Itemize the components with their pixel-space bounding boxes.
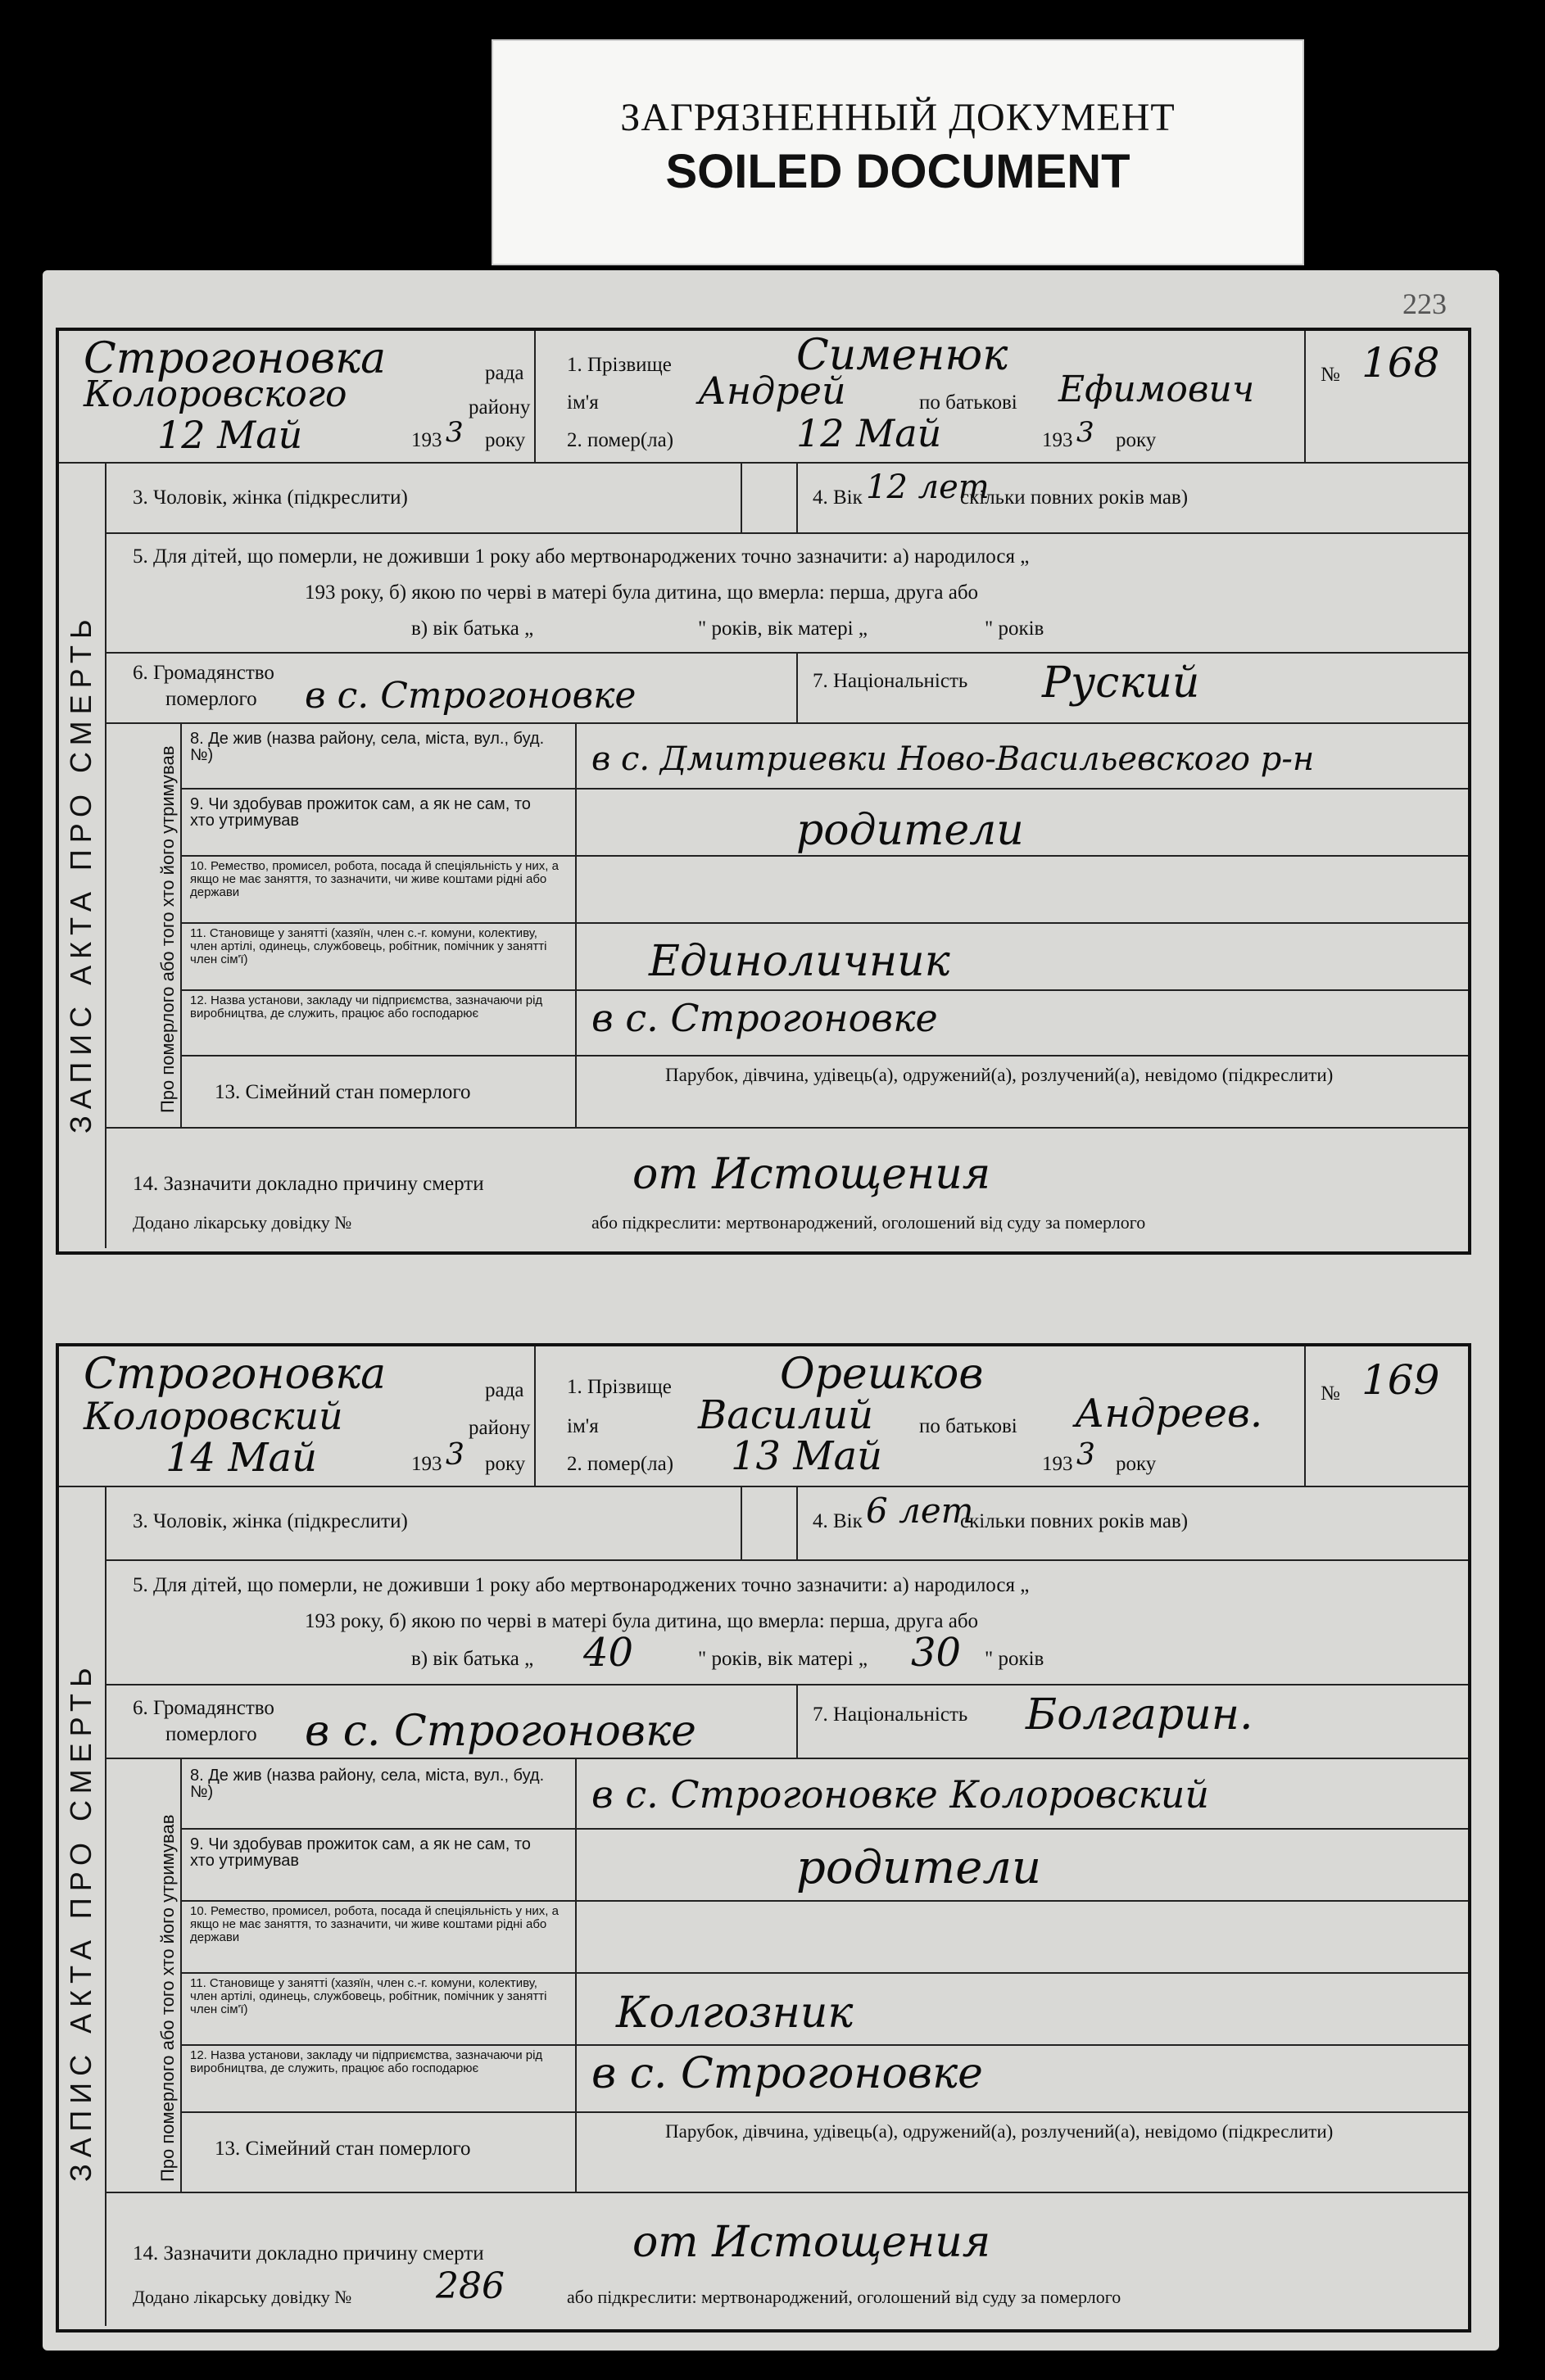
- side-subtitle: Про померлого або того хто його утримував: [157, 1814, 178, 2182]
- death-year-digit: 3: [1076, 1438, 1095, 1472]
- death-date: 12 Май: [796, 411, 942, 455]
- workplace-value: в с. Строгоновке: [591, 996, 938, 1040]
- rayon-label: району: [469, 396, 531, 419]
- children-line3c: " років: [985, 1648, 1044, 1670]
- death-roku-label: року: [1116, 429, 1157, 451]
- patronymic-value: Андреев.: [1075, 1391, 1263, 1437]
- deceased-label: померлого: [165, 1723, 257, 1745]
- name-label: ім'я: [567, 1415, 599, 1437]
- rada-label: рада: [485, 1379, 524, 1401]
- age-label: 4. Вік: [813, 486, 863, 509]
- citizenship-label: 6. Громадянство: [133, 1697, 274, 1719]
- nationality-label: 7. Національність: [813, 1704, 968, 1726]
- name-label: ім'я: [567, 391, 599, 414]
- q10-label: 10. Ремество, промисел, робота, посада й спеціяльність у них, а якщо не має заняття, то зазначити, чи живе коштами рідні або держави: [190, 1904, 559, 1944]
- cause-value: от Истощения: [632, 2218, 991, 2267]
- age-value: 12 лет: [866, 468, 990, 506]
- workplace-value: в с. Строгоновке: [591, 2049, 983, 2098]
- q9-label: 9. Чи здобував прожиток сам, а як не сам, то хто утримував: [190, 1835, 531, 1870]
- death-record-169: [56, 1343, 1471, 2332]
- died-label: 2. помер(ла): [567, 1453, 674, 1475]
- support-value: родители: [796, 1841, 1042, 1894]
- death-roku-label: року: [1116, 1453, 1157, 1475]
- citizenship-value: в с. Строгоновке: [305, 675, 637, 717]
- children-line1: 5. Для дітей, що померли, не доживши 1 року або мертвонароджених точно зазначити: а) народилося „: [133, 545, 1030, 568]
- reg-year-prefix: 193: [411, 1453, 442, 1475]
- record-number: 169: [1362, 1356, 1440, 1404]
- reg-date: 14 Май: [165, 1435, 318, 1481]
- death-date: 13 Май: [731, 1433, 883, 1479]
- q8-label: 8. Де жив (назва району, села, міста, вул., буд. №): [190, 1767, 545, 1801]
- rayon-value: Колоровский: [84, 1394, 343, 1438]
- age-suffix: скільки повних років мав): [960, 486, 1189, 509]
- mother-age-value: 30: [911, 1630, 962, 1676]
- reg-year-prefix: 193: [411, 429, 442, 451]
- rayon-value: Колоровского: [84, 373, 347, 415]
- status-value: Колгозник: [616, 1989, 854, 2038]
- patronymic-label: по батькові: [919, 391, 1017, 414]
- doctor-tail: або підкреслити: мертвонароджений, оголошений від суду за померлого: [591, 1212, 1146, 1233]
- children-line3a: в) вік батька „: [411, 618, 534, 640]
- surname-label: 1. Прізвище: [567, 1376, 672, 1398]
- side-title: ЗАПИС АКТА ПРО СМЕРТЬ: [64, 613, 97, 1133]
- doctor-label: Додано лікарську довідку №: [133, 2287, 352, 2307]
- death-year-prefix: 193: [1042, 1453, 1073, 1475]
- q10-label: 10. Ремество, промисел, робота, посада й спеціяльність у них, а якщо не має заняття, то зазначити, чи живе коштами рідні або держави: [190, 859, 559, 899]
- age-label: 4. Вік: [813, 1510, 863, 1532]
- surname-label: 1. Прізвище: [567, 354, 672, 376]
- surname-value: Сименюк: [796, 331, 1008, 380]
- q13-label: 13. Сімейний стан померлого: [215, 1081, 471, 1103]
- cause-label: 14. Зазначити докладно причину смерти: [133, 1173, 484, 1195]
- reg-year-digit: 3: [446, 1438, 464, 1472]
- rayon-label: району: [469, 1417, 531, 1439]
- death-year-digit: 3: [1076, 416, 1094, 449]
- surname-value: Орешков: [780, 1350, 984, 1399]
- q11-label: 11. Становище у занятті (хазяїн, член с.-г. комуни, колективу, член артілі, одинець, службовець, робітник, помічник у занятті член сім'ї): [190, 1976, 547, 2016]
- nationality-value: Руский: [1042, 658, 1200, 708]
- reg-year-digit: 3: [446, 416, 464, 449]
- children-line3b: " років, вік матері „: [698, 618, 868, 640]
- children-line3c: " років: [985, 618, 1044, 640]
- number-sign: №: [1321, 1382, 1340, 1405]
- sex-label: 3. Чоловік, жінка (підкреслити): [133, 486, 408, 509]
- children-line2: 193 року, б) якою по черві в матері була дитина, що вмерла: перша, друга або: [305, 1610, 979, 1632]
- nationality-value: Болгарин.: [1026, 1690, 1253, 1740]
- residence-value: в с. Дмитриевки Ново-Васильевского р-н: [591, 740, 1315, 778]
- side-subtitle: Про померлого або того хто його утримував: [157, 745, 178, 1113]
- deceased-label: померлого: [165, 688, 257, 710]
- children-line3b: " років, вік матері „: [698, 1648, 868, 1670]
- q13-label: 13. Сімейний стан померлого: [215, 2138, 471, 2160]
- q12-label: 12. Назва установи, закладу чи підприємства, зазначаючи рід виробництва, де служить, працює або господарює: [190, 993, 543, 1020]
- support-value: родители: [796, 806, 1024, 855]
- death-year-prefix: 193: [1042, 429, 1073, 451]
- record-number: 168: [1362, 339, 1440, 387]
- rada-value: Строгоновка: [84, 1350, 387, 1399]
- doctor-tail: або підкреслити: мертвонароджений, оголошений від суду за померлого: [567, 2287, 1121, 2307]
- side-title: ЗАПИС АКТА ПРО СМЕРТЬ: [64, 1661, 97, 2182]
- q8-label: 8. Де жив (назва району, села, міста, вул., буд. №): [190, 730, 545, 764]
- cause-label: 14. Зазначити докладно причину смерти: [133, 2242, 484, 2265]
- children-line2: 193 року, б) якою по черві в матері була дитина, що вмерла: перша, друга або: [305, 581, 979, 604]
- children-line3a: в) вік батька „: [411, 1648, 534, 1670]
- name-value: Василий: [698, 1392, 874, 1438]
- nationality-label: 7. Національність: [813, 670, 968, 692]
- residence-value: в с. Строгоновке Колоровский: [591, 1772, 1210, 1817]
- reg-date: 12 Май: [157, 413, 303, 457]
- age-suffix: скільки повних років мав): [960, 1510, 1189, 1532]
- q9-label: 9. Чи здобував прожиток сам, а як не сам, то хто утримував: [190, 795, 531, 830]
- doctor-label: Додано лікарську довідку №: [133, 1212, 352, 1233]
- died-label: 2. помер(ла): [567, 429, 674, 451]
- q11-label: 11. Становище у занятті (хазяїн, член с.-г. комуни, колективу, член артілі, одинець, службовець, робітник, помічник у занятті член сім'ї): [190, 926, 547, 966]
- soiled-document-label: [492, 39, 1304, 265]
- roku-label: року: [485, 429, 526, 451]
- name-value: Андрей: [698, 369, 846, 413]
- number-sign: №: [1321, 364, 1340, 386]
- death-record-168: [56, 328, 1471, 1255]
- cause-value: от Истощения: [632, 1150, 991, 1199]
- citizenship-label: 6. Громадянство: [133, 662, 274, 684]
- status-value: Единоличник: [649, 937, 950, 986]
- patronymic-label: по батькові: [919, 1415, 1017, 1437]
- label-english: SOILED DOCUMENT: [665, 145, 1130, 198]
- roku-label: року: [485, 1453, 526, 1475]
- doctor-number: 286: [436, 2265, 505, 2307]
- children-line1: 5. Для дітей, що померли, не доживши 1 року або мертвонароджених точно зазначити: а) народилося „: [133, 1574, 1030, 1596]
- page-number: 223: [1402, 287, 1447, 320]
- age-value: 6 лет: [866, 1491, 974, 1531]
- rada-label: рада: [485, 362, 524, 384]
- q12-label: 12. Назва установи, закладу чи підприємства, зазначаючи рід виробництва, де служить, працює або господарює: [190, 2048, 543, 2075]
- patronymic-value: Ефимович: [1058, 369, 1255, 410]
- sex-label: 3. Чоловік, жінка (підкреслити): [133, 1510, 408, 1532]
- label-russian: ЗАГРЯЗНЕННЫЙ ДОКУМЕНТ: [620, 96, 1176, 139]
- q13-options: Парубок, дівчина, удівець(а), одружений(а), розлучений(а), невідомо (підкреслити): [665, 1065, 1334, 1085]
- rada-value: Строгоновка: [84, 334, 387, 383]
- q13-options: Парубок, дівчина, удівець(а), одружений(а), розлучений(а), невідомо (підкреслити): [665, 2121, 1334, 2142]
- citizenship-value: в с. Строгоновке: [305, 1707, 696, 1756]
- father-age-value: 40: [583, 1630, 634, 1676]
